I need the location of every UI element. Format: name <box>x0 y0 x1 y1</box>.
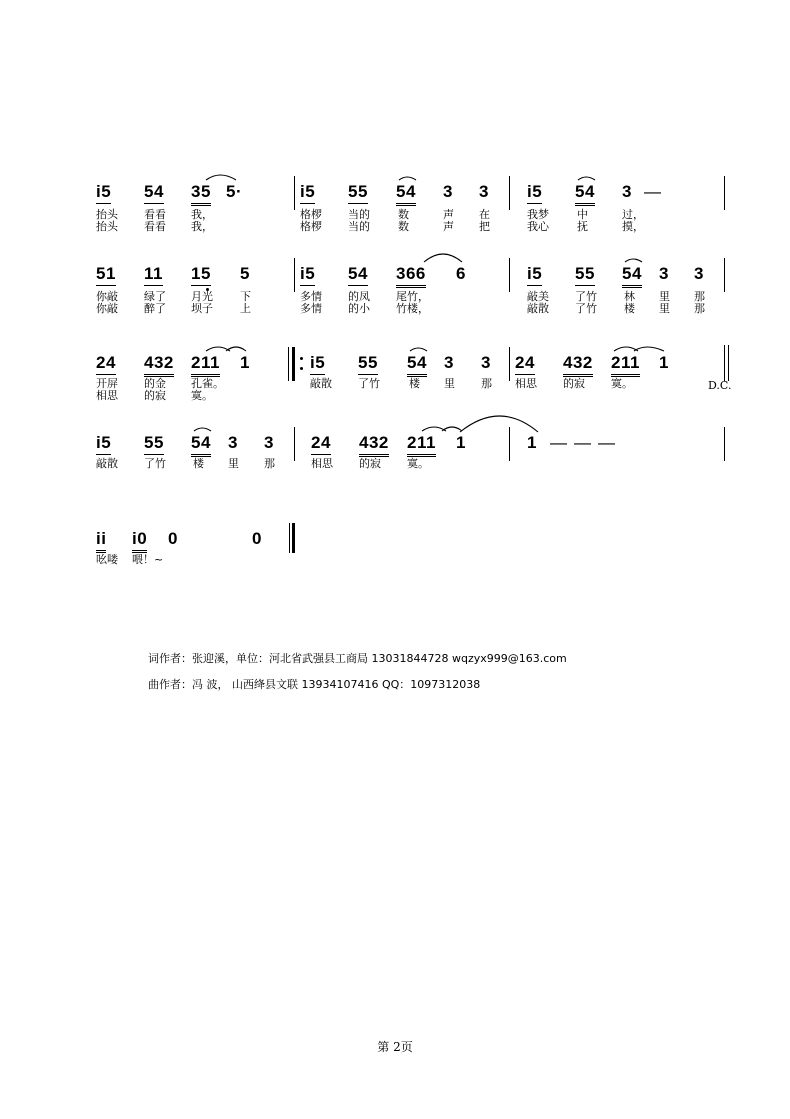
note-group: 0 <box>168 529 178 548</box>
lyric: 那 <box>264 457 275 470</box>
barline <box>509 176 510 210</box>
lyric: 相思 <box>96 389 118 402</box>
note-group: 1 <box>456 433 466 452</box>
barline <box>509 347 510 381</box>
note-group: 54 <box>407 353 427 377</box>
note-group: 432 <box>563 353 593 377</box>
lyric: 那 <box>694 290 705 303</box>
lyric: 你敲 <box>96 302 118 315</box>
note-group: 211 <box>191 353 220 377</box>
barline-final-thick <box>292 523 295 553</box>
lyric: 格椤 <box>300 220 322 233</box>
note-group: 3 <box>228 433 238 452</box>
lyric: 里 <box>659 302 670 315</box>
lyric: 上 <box>240 302 251 315</box>
lyric: 里 <box>659 290 670 303</box>
note-group: 1 <box>240 353 250 372</box>
note-group: 5· <box>226 182 243 201</box>
slur <box>424 254 462 262</box>
note-group: 54 <box>191 433 211 457</box>
repeat-barline-thick <box>292 347 295 381</box>
lyric: 开屏 <box>96 377 118 390</box>
note-group: i5 <box>96 433 111 455</box>
system-1 <box>0 180 790 250</box>
lyric: 抚 <box>577 220 588 233</box>
lyric: 看看 <box>144 220 166 233</box>
lyric: 里 <box>228 457 239 470</box>
lyric: 尾竹， <box>396 290 429 303</box>
barline <box>509 258 510 292</box>
repeat-barline <box>288 347 289 381</box>
system-5 <box>0 527 790 597</box>
note-group: 51 <box>96 264 116 286</box>
barline-final-thin <box>289 523 290 553</box>
note-group: ii <box>96 529 106 553</box>
system-2 <box>0 262 790 332</box>
note-group: 54 <box>348 264 368 286</box>
lyric: 数 <box>398 220 409 233</box>
note-group: i5 <box>310 353 325 375</box>
note-group: 211 <box>611 353 640 377</box>
note-group: i5 <box>300 182 315 204</box>
lyric: 当的 <box>348 208 370 221</box>
note-group: 54 <box>575 182 595 206</box>
lyric: 摸， <box>622 220 644 233</box>
lyric: 绿了 <box>144 290 166 303</box>
lyric: 我心 <box>527 220 549 233</box>
lyric: 敲散 <box>527 302 549 315</box>
lyric: 那 <box>481 377 492 390</box>
lyric: 竹楼， <box>396 302 429 315</box>
lyric: 的凤 <box>348 290 370 303</box>
lyric: 我梦 <box>527 208 549 221</box>
note-group: 3 <box>481 353 491 372</box>
lyric: 多情 <box>300 290 322 303</box>
lyric: 多情 <box>300 302 322 315</box>
lyric: 了竹 <box>358 377 380 390</box>
lyric: 把 <box>479 220 490 233</box>
barline-double <box>724 345 725 381</box>
repeat-dot <box>300 367 303 370</box>
note-group: 55 <box>144 433 164 455</box>
note-group: 0 <box>252 529 262 548</box>
note-group: — <box>598 433 616 452</box>
lyric: 了竹 <box>575 302 597 315</box>
note-group: 5 <box>240 264 250 283</box>
lyric: 醉了 <box>144 302 166 315</box>
lyric: 下 <box>240 290 251 303</box>
lyric: 敲散 <box>96 457 118 470</box>
note-group: 3 <box>443 182 453 201</box>
lyric: 格椤 <box>300 208 322 221</box>
lyric: 吆喽 <box>96 553 118 566</box>
note-group: 3 <box>479 182 489 201</box>
note-group: 54 <box>622 264 642 288</box>
lyric: 里 <box>444 377 455 390</box>
barline <box>724 427 725 461</box>
note-group: 54 <box>396 182 416 206</box>
lyric: 的小 <box>348 302 370 315</box>
note-group: — <box>574 433 592 452</box>
lyric: 过， <box>622 208 644 221</box>
barline-double <box>728 345 729 381</box>
barline <box>294 427 295 461</box>
note-group: i0 <box>132 529 147 553</box>
note-group: 54 <box>144 182 164 204</box>
lyric: 的寂 <box>563 377 585 390</box>
lyric: 抬头 <box>96 208 118 221</box>
note-group: 432 <box>144 353 174 377</box>
note-group: 15 <box>191 264 211 286</box>
note-group: i5 <box>96 182 111 204</box>
note-group: 3 <box>694 264 704 283</box>
da-capo-mark: D.C. <box>708 379 732 392</box>
note-group: 24 <box>96 353 116 375</box>
lyric: 喂！~ <box>132 553 164 566</box>
lyric: 月光 <box>191 290 213 303</box>
note-group: 1 <box>527 433 537 452</box>
lyric: 当的 <box>348 220 370 233</box>
note-group: 55 <box>575 264 595 286</box>
lyric: 声 <box>443 220 454 233</box>
note-group: i5 <box>300 264 315 286</box>
lyric: 那 <box>694 302 705 315</box>
note-group: i5 <box>527 264 542 286</box>
lyric: 寞。 <box>191 389 213 402</box>
lyric: 我， <box>191 220 213 233</box>
note-group: 55 <box>358 353 378 375</box>
lyric: 寞。 <box>611 377 633 390</box>
lyric: 你敲 <box>96 290 118 303</box>
barline <box>509 427 510 461</box>
lyric: 孔雀。 <box>191 377 224 390</box>
lyric: 中 <box>577 208 588 221</box>
barline <box>294 258 295 292</box>
note-group: 366 <box>396 264 426 288</box>
lyric: 的寂 <box>144 389 166 402</box>
lyric: 楼 <box>409 377 420 390</box>
lyric: 的寂 <box>359 457 381 470</box>
note-group: 3 <box>622 182 632 201</box>
repeat-dot <box>300 357 303 360</box>
note-group: 3 <box>264 433 274 452</box>
composer-credit: 曲作者：冯 波， 山西绛县文联 13934107416 QQ：1097312038 <box>148 678 481 691</box>
note-group: 11 <box>144 264 163 286</box>
lyric: 了竹 <box>575 290 597 303</box>
page-number: 第 2页 <box>377 1040 413 1054</box>
note-group: 211 <box>407 433 436 457</box>
lyric: 抬头 <box>96 220 118 233</box>
note-group: 3 <box>659 264 669 283</box>
system-3 <box>0 351 790 421</box>
note-group: 6 <box>456 264 466 283</box>
lyric: 敲散 <box>310 377 332 390</box>
note-group: 55 <box>348 182 368 204</box>
note-group: 1 <box>659 353 669 372</box>
lyric: 林 <box>624 290 635 303</box>
lyric: 楼 <box>624 302 635 315</box>
lyric: 坝子 <box>191 302 213 315</box>
lyric: 数 <box>398 208 409 221</box>
barline <box>294 176 295 210</box>
note-group: — <box>550 433 568 452</box>
lyric: 在 <box>479 208 490 221</box>
lyric: 相思 <box>311 457 333 470</box>
system-4 <box>0 431 790 501</box>
note-group: 24 <box>311 433 331 455</box>
lyric: 相思 <box>515 377 537 390</box>
lyric: 看看 <box>144 208 166 221</box>
lyric: 的金 <box>144 377 166 390</box>
lyricist-credit: 词作者：张迎溪，单位：河北省武强县工商局 13031844728 wqzyx999@163.com <box>148 652 567 665</box>
barline <box>724 176 725 210</box>
note-group: 35 <box>191 182 211 206</box>
note-group: — <box>644 182 662 201</box>
lyric: 了竹 <box>144 457 166 470</box>
note-group: 3 <box>444 353 454 372</box>
lyric: 寞。 <box>407 457 429 470</box>
note-group: i5 <box>527 182 542 204</box>
lyric: 敲美 <box>527 290 549 303</box>
lyric: 我， <box>191 208 213 221</box>
barline <box>724 258 725 292</box>
lyric: 声 <box>443 208 454 221</box>
note-group: 432 <box>359 433 389 457</box>
note-group: 24 <box>515 353 535 375</box>
lyric: 楼 <box>193 457 204 470</box>
